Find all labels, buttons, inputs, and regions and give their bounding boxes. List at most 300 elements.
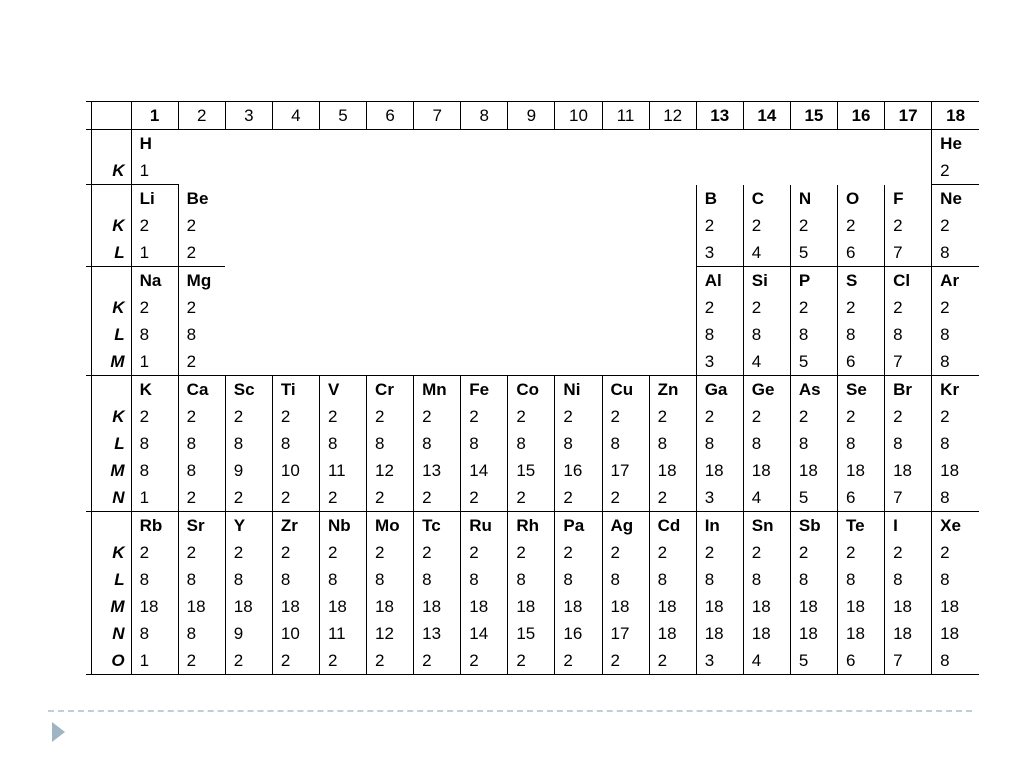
electron-count: 2 [280,543,291,562]
group-number-1: 1 [131,102,178,130]
element-symbol: Se [845,380,867,399]
element-cell-sc [225,376,272,512]
electron-count: 2 [940,543,950,562]
electron-count: 18 [516,597,536,616]
electron-count: 2 [516,651,526,670]
element-cell-sr [178,512,225,675]
electron-count: 2 [469,488,479,507]
element-cell-ar [932,267,979,376]
electron-count: 18 [940,597,960,616]
electron-count: 2 [186,298,197,317]
element-cell-s [837,267,884,376]
electron-count: 2 [751,543,762,562]
period-row-3 [86,267,979,376]
electron-count: 1 [139,651,150,670]
electron-count: 8 [704,434,715,453]
group-number-14: 14 [743,102,790,130]
electron-count: 7 [893,352,903,371]
group-number-3: 3 [225,102,272,130]
electron-count: 8 [139,325,150,344]
element-cell-sn [743,512,790,675]
element-symbol: Cu [610,380,634,399]
electron-count: 2 [610,543,620,562]
electron-count: 17 [610,624,630,643]
electron-count: 2 [186,651,197,670]
element-cell-ti [272,376,319,512]
element-symbol: Cl [893,271,911,290]
group-number-2: 2 [178,102,225,130]
electron-count: 18 [940,624,960,643]
electron-count: 2 [186,352,197,371]
electron-count: 8 [751,434,762,453]
electron-count: 2 [233,407,244,426]
electron-count: 8 [704,325,715,344]
element-cell-xe [932,512,979,675]
electron-count: 15 [516,624,536,643]
element-cell-ca [178,376,225,512]
electron-count: 5 [798,242,809,262]
electron-count: 2 [610,488,620,507]
electron-count: 2 [657,543,668,562]
electron-count: 2 [893,543,903,562]
electron-count: 2 [375,407,385,426]
electron-count: 18 [798,624,818,643]
electron-count: 18 [563,597,583,616]
electron-count: 2 [845,298,856,317]
electron-count: 2 [516,543,526,562]
element-symbol: C [751,188,765,208]
electron-count: 2 [893,215,903,235]
element-symbol: Ag [610,516,634,535]
electron-count: 8 [139,624,150,643]
electron-count: 2 [327,651,338,670]
electron-count: 11 [327,624,346,643]
shell-label-L: L [114,243,125,262]
element-symbol: O [845,188,860,208]
electron-count: 12 [375,624,394,643]
electron-count: 18 [657,624,677,643]
element-symbol: Tc [422,516,441,535]
electron-count: 2 [940,407,950,426]
electron-count: 2 [233,651,244,670]
element-symbol: Ru [469,516,492,535]
element-cell-be [178,185,225,267]
element-symbol: Al [704,271,722,290]
electron-count: 2 [657,488,668,507]
element-cell-mg [178,267,225,376]
electron-count: 2 [327,407,338,426]
shell-label-K: K [112,161,125,180]
element-cell-rh [508,512,555,675]
electron-count: 8 [186,461,197,480]
element-symbol: Nb [327,516,351,535]
electron-count: 8 [610,434,620,453]
element-cell-cr [367,376,414,512]
element-symbol: Li [139,189,155,208]
electron-count: 8 [893,325,903,344]
electron-count: 2 [563,488,573,507]
electron-count: 2 [704,298,715,317]
element-cell-ag [602,512,649,675]
element-symbol: Co [516,380,539,399]
group-number-10: 10 [555,102,602,130]
electron-count: 2 [422,407,432,426]
electron-count: 17 [610,461,630,480]
shell-labels [91,267,131,376]
element-symbol: Sr [186,516,205,535]
element-cell-zr [272,512,319,675]
electron-count: 2 [845,407,856,426]
element-cell-he [932,130,979,185]
electron-count: 8 [139,461,150,480]
element-cell-br [885,376,932,512]
element-symbol: B [704,188,717,208]
electron-count: 2 [798,215,809,235]
electron-count: 18 [610,597,630,616]
electron-count: 14 [469,461,489,480]
electron-count: 8 [751,325,762,344]
element-cell-k [131,376,178,512]
element-cell-mo [367,512,414,675]
electron-count: 4 [751,488,762,507]
electron-count: 2 [469,543,479,562]
shell-label-O: O [111,651,125,670]
element-cell-co [508,376,555,512]
electron-count: 2 [563,407,573,426]
shell-label-L: L [114,325,125,344]
element-cell-rb [131,512,178,675]
element-symbol: K [139,380,152,399]
element-cell-c [743,185,790,267]
header-shell-cell [91,102,131,130]
element-symbol: Pa [563,516,585,535]
electron-count: 2 [139,407,150,426]
element-cell-v [319,376,366,512]
electron-count: 8 [327,434,338,453]
electron-count: 8 [233,570,244,589]
element-symbol: Si [751,271,768,290]
electron-count: 2 [186,407,197,426]
electron-count: 2 [798,407,809,426]
electron-count: 18 [422,597,442,616]
element-cell-mn [414,376,461,512]
electron-count: 8 [657,434,668,453]
electron-count: 8 [469,434,479,453]
element-symbol: Sc [233,380,255,399]
electron-count: 2 [798,298,809,317]
electron-count: 18 [845,461,865,480]
electron-count: 2 [375,543,385,562]
slide-bullet-triangle-icon [52,722,65,742]
electron-count: 18 [704,597,724,616]
element-symbol: Rb [139,516,163,535]
electron-count: 1 [139,161,150,180]
electron-count: 7 [893,488,903,507]
electron-count: 2 [233,488,244,507]
element-cell-y [225,512,272,675]
electron-count: 18 [657,597,677,616]
electron-count: 8 [940,570,950,589]
element-symbol: P [798,271,811,290]
electron-count: 6 [845,352,856,371]
electron-count: 8 [280,570,291,589]
group-number-17: 17 [885,102,932,130]
electron-count: 2 [327,543,338,562]
electron-count: 8 [139,434,150,453]
electron-count: 8 [798,325,809,344]
element-cell-p [790,267,837,376]
shell-label-K: K [112,298,125,317]
electron-count: 2 [422,651,432,670]
electron-count: 8 [798,434,809,453]
element-symbol: Fe [469,380,490,399]
electron-count: 7 [893,242,903,262]
group-number-6: 6 [367,102,414,130]
element-symbol: Ni [563,380,581,399]
electron-count: 18 [186,597,206,616]
electron-count: 8 [469,570,479,589]
electron-count: 18 [139,597,159,616]
electron-count: 8 [422,434,432,453]
electron-count: 8 [563,570,573,589]
electron-count: 18 [751,597,771,616]
electron-count: 18 [280,597,300,616]
electron-count: 8 [704,570,715,589]
electron-count: 2 [327,488,338,507]
electron-count: 4 [751,242,762,262]
shell-label-L: L [114,570,125,589]
electron-count: 8 [657,570,668,589]
electron-count: 8 [516,434,526,453]
element-cell-ga [696,376,743,512]
element-symbol: V [327,380,340,399]
electron-count: 1 [139,488,150,507]
electron-count: 2 [186,543,197,562]
electron-count: 8 [186,624,197,643]
element-cell-cd [649,512,696,675]
electron-count: 8 [893,570,903,589]
period-row-1 [86,130,979,185]
element-symbol: Mg [186,271,212,290]
element-cell-in [696,512,743,675]
element-symbol: Y [233,516,246,535]
electron-count: 18 [893,461,912,480]
element-cell-ne [932,185,979,267]
electron-count: 9 [233,624,244,643]
electron-count: 15 [516,461,536,480]
electron-count: 2 [940,216,950,235]
electron-count: 18 [845,597,865,616]
electron-count: 8 [940,434,950,453]
electron-count: 18 [375,597,394,616]
electron-count: 16 [563,461,583,480]
group-number-11: 11 [602,102,649,130]
electron-count: 13 [422,461,442,480]
element-cell-n [790,185,837,267]
electron-count: 18 [845,624,865,643]
element-cell-fe [461,376,508,512]
group-header-row [86,102,979,130]
element-symbol: Br [893,380,912,399]
electron-count: 8 [893,434,903,453]
element-cell-f [885,185,932,267]
electron-count: 8 [940,488,950,507]
element-symbol: Ge [751,380,775,399]
element-cell-as [790,376,837,512]
period-row-4 [86,376,979,512]
slide-separator-line [48,710,972,712]
electron-count: 8 [280,434,291,453]
electron-count: 2 [751,407,762,426]
electron-count: 2 [893,407,903,426]
element-cell-o [837,185,884,267]
element-symbol: As [798,380,821,399]
electron-count: 18 [327,597,347,616]
electron-count: 2 [657,407,668,426]
electron-count: 8 [940,325,950,344]
element-symbol: Rh [516,516,539,535]
electron-count: 2 [563,543,573,562]
element-cell-i [885,512,932,675]
electron-count: 18 [940,461,960,480]
electron-count: 16 [563,624,583,643]
electron-count: 2 [233,543,244,562]
electron-count: 2 [610,407,620,426]
electron-count: 2 [893,298,903,317]
electron-count: 2 [186,488,197,507]
element-cell-tc [414,512,461,675]
electron-count: 2 [940,161,950,180]
electron-count: 2 [280,651,291,670]
electron-count: 2 [186,215,197,235]
element-cell-nb [319,512,366,675]
electron-count: 18 [469,597,489,616]
element-symbol: Be [186,188,209,208]
element-cell-pa [555,512,602,675]
element-cell-cu [602,376,649,512]
electron-count: 3 [704,242,715,262]
element-cell-zn [649,376,696,512]
group-number-7: 7 [414,102,461,130]
electron-count: 8 [375,434,385,453]
electron-count: 2 [845,543,856,562]
electron-count: 2 [422,488,432,507]
electron-count: 2 [516,407,526,426]
electron-count: 18 [704,624,724,643]
electron-count: 10 [280,461,300,480]
electron-count: 18 [798,597,818,616]
electron-count: 4 [751,352,762,371]
element-cell-ge [743,376,790,512]
element-symbol: Mn [422,380,447,399]
periodic-table-electron-configuration [86,101,979,675]
electron-count: 1 [139,243,150,262]
electron-count: 2 [280,407,291,426]
electron-count: 8 [845,325,856,344]
shell-label-M: M [110,597,125,616]
element-cell-ni [555,376,602,512]
group-number-9: 9 [508,102,555,130]
element-symbol: Ar [940,271,960,290]
electron-count: 2 [845,215,856,235]
electron-count: 18 [751,461,771,480]
electron-count: 12 [375,461,394,480]
electron-count: 2 [375,488,385,507]
electron-count: 3 [704,352,715,371]
electron-count: 18 [893,624,912,643]
electron-count: 2 [139,216,150,235]
element-cell-na [131,267,178,376]
shell-label-K: K [112,543,125,562]
element-symbol: In [704,516,720,535]
element-symbol: Mo [375,516,400,535]
electron-count: 6 [845,488,856,507]
electron-count: 8 [610,570,620,589]
electron-count: 18 [704,461,724,480]
electron-count: 2 [657,651,668,670]
electron-count: 2 [798,543,809,562]
electron-count: 2 [375,651,385,670]
group-number-12: 12 [649,102,696,130]
electron-count: 18 [233,597,253,616]
electron-count: 14 [469,624,489,643]
electron-count: 2 [139,298,150,317]
element-cell-b [696,185,743,267]
element-cell-kr [932,376,979,512]
electron-count: 2 [469,651,479,670]
shell-labels [91,130,131,185]
group-number-8: 8 [461,102,508,130]
electron-count: 8 [516,570,526,589]
element-symbol: Zr [280,516,298,535]
shell-label-N: N [112,624,125,643]
shell-label-N: N [112,488,125,507]
electron-count: 8 [845,434,856,453]
electron-count: 5 [798,352,809,371]
electron-count: 2 [751,298,762,317]
electron-count: 6 [845,242,856,262]
electron-count: 8 [327,570,338,589]
shell-label-L: L [114,434,125,453]
electron-count: 6 [845,651,856,670]
element-symbol: Te [845,516,865,535]
electron-count: 8 [422,570,432,589]
electron-count: 8 [751,570,762,589]
electron-count: 3 [704,651,715,670]
element-symbol: Ca [186,380,209,399]
element-symbol: Sn [751,516,774,535]
shell-labels [91,512,131,675]
electron-count: 8 [940,651,950,670]
element-symbol: I [893,516,898,535]
group-number-15: 15 [790,102,837,130]
empty-gap [178,130,932,185]
shell-labels [91,185,131,267]
electron-count: 8 [375,570,385,589]
electron-count: 3 [704,488,715,507]
electron-count: 11 [327,461,346,480]
group-number-13: 13 [696,102,743,130]
electron-count: 8 [845,570,856,589]
electron-count: 18 [893,597,912,616]
element-symbol: F [893,188,904,208]
element-symbol: Cd [657,516,681,535]
electron-count: 18 [798,461,818,480]
shell-label-M: M [110,461,125,480]
electron-count: 9 [233,461,244,480]
electron-count: 5 [798,488,809,507]
electron-count: 8 [940,352,950,371]
